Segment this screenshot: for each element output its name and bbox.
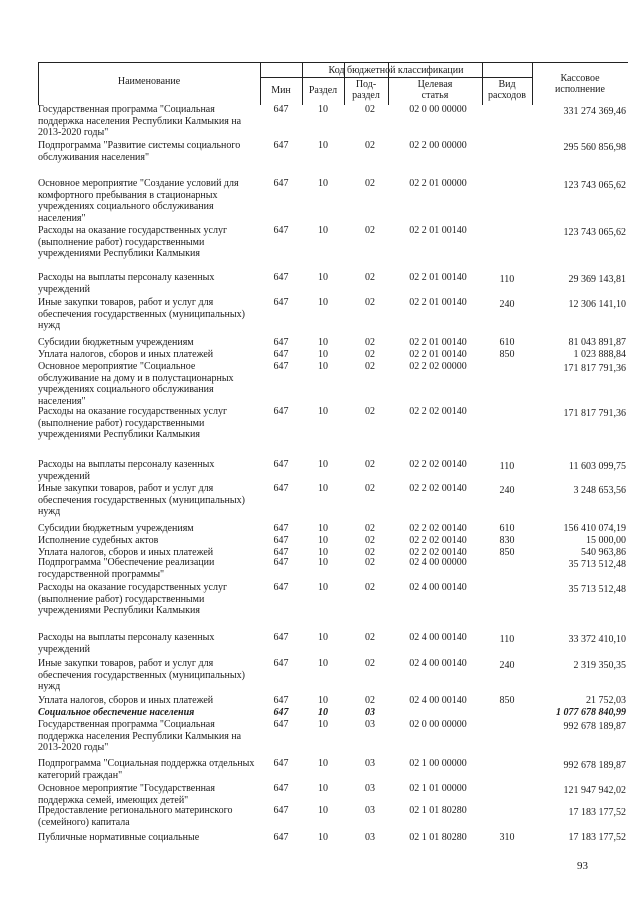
cell-expense-type: 850	[499, 349, 515, 360]
cell-name: Публичные нормативные социальные	[38, 832, 200, 843]
cell-expense-type: 830	[499, 535, 515, 546]
cell-name: Субсидии бюджетным учреждениям	[38, 337, 194, 348]
cell-ministry: 647	[273, 632, 289, 643]
cell-expense-type: 610	[499, 523, 515, 534]
header-vid: Вид расходов	[488, 79, 526, 101]
cell-target-article: 02 2 02 00140	[409, 459, 467, 470]
cell-expense-type: 110	[499, 274, 515, 285]
cell-subsection: 02	[365, 406, 375, 417]
cell-target-article: 02 4 00 00140	[409, 658, 467, 669]
cell-name: Субсидии бюджетным учреждениям	[38, 523, 194, 534]
cell-section: 10	[318, 582, 328, 593]
header-budget-code: Код бюджетной классификации	[328, 65, 464, 76]
cell-section: 10	[318, 632, 328, 643]
cell-section: 10	[318, 523, 328, 534]
cell-target-article: 02 2 01 00140	[409, 225, 467, 236]
cell-name: Уплата налогов, сборов и иных платежей	[38, 695, 214, 706]
cell-subsection: 02	[365, 459, 375, 470]
cell-ministry: 647	[273, 349, 289, 360]
cell-expense-type: 240	[499, 660, 515, 671]
cell-target-article: 02 2 01 00140	[409, 272, 467, 283]
cell-name: Подпрограмма "Обеспечение реализации государственной программы"	[38, 557, 215, 580]
cell-section: 10	[318, 783, 328, 794]
cell-ministry: 647	[273, 104, 289, 115]
cell-name: Подпрограмма "Развитие системы социального обслуживания населения"	[38, 140, 241, 163]
cell-section: 10	[318, 535, 328, 546]
cell-target-article: 02 2 01 00140	[409, 337, 467, 348]
cell-section: 10	[318, 297, 328, 308]
header-podrazdel: Под- раздел	[352, 79, 380, 101]
cell-ministry: 647	[273, 783, 289, 794]
cell-name: Государственная программа "Социальная поддержка населения Республики Калмыкия на 2013-2020 годы"	[38, 104, 242, 138]
cell-name: Основное мероприятие "Государственная поддержка семей, имеющих детей"	[38, 783, 215, 806]
cell-ministry: 647	[273, 225, 289, 236]
cell-subsection: 02	[365, 337, 375, 348]
cell-amount: 540 963,86	[581, 547, 626, 558]
cell-ministry: 647	[273, 297, 289, 308]
cell-name: Социальное обеспечение населения	[38, 707, 195, 718]
cell-amount: 33 372 410,10	[568, 634, 626, 645]
cell-section: 10	[318, 406, 328, 417]
cell-expense-type: 610	[499, 337, 515, 348]
cell-amount: 11 603 099,75	[568, 461, 626, 472]
cell-subsection: 02	[365, 523, 375, 534]
cell-section: 10	[318, 805, 328, 816]
cell-ministry: 647	[273, 178, 289, 189]
header-target-article: Целевая статья	[417, 79, 453, 101]
cell-subsection: 03	[365, 758, 375, 769]
cell-amount: 156 410 074,19	[563, 523, 626, 534]
cell-expense-type: 240	[499, 485, 515, 496]
table-header	[38, 62, 628, 105]
header-min: Мин	[271, 85, 291, 96]
cell-target-article: 02 2 01 00140	[409, 297, 467, 308]
cell-ministry: 647	[273, 361, 289, 372]
cell-name: Расходы на оказание государственных услуг (выполнение работ) государственными учреждениями Республики Калмыкия	[38, 582, 228, 616]
cell-subsection: 02	[365, 140, 375, 151]
cell-subsection: 03	[365, 719, 375, 730]
cell-section: 10	[318, 547, 328, 558]
cell-amount: 81 043 891,87	[568, 337, 626, 348]
cell-section: 10	[318, 707, 328, 718]
cell-section: 10	[318, 832, 328, 843]
cell-amount: 331 274 369,46	[563, 106, 626, 117]
header-kassa: Кассовое исполнение	[555, 73, 605, 95]
cell-name: Основное мероприятие "Создание условий для комфортного пребывания в стационарных учреждениях социального обслуживания населения"	[38, 178, 239, 224]
cell-amount: 1 077 678 840,99	[556, 707, 626, 718]
cell-name: Уплата налогов, сборов и иных платежей	[38, 547, 214, 558]
cell-target-article: 02 2 02 00140	[409, 406, 467, 417]
cell-subsection: 02	[365, 297, 375, 308]
cell-name: Основное мероприятие "Социальное обслуживание на дому и в полустационарных учреждениях социального обслуживания населения"	[38, 361, 234, 407]
header-razdel: Раздел	[308, 85, 338, 96]
cell-section: 10	[318, 361, 328, 372]
cell-ministry: 647	[273, 272, 289, 283]
cell-expense-type: 110	[499, 461, 515, 472]
cell-subsection: 03	[365, 832, 375, 843]
cell-name: Уплата налогов, сборов и иных платежей	[38, 349, 214, 360]
cell-name: Подпрограмма "Социальная поддержка отдельных категорий граждан"	[38, 758, 255, 781]
cell-target-article: 02 0 00 00000	[409, 719, 467, 730]
cell-ministry: 647	[273, 483, 289, 494]
cell-subsection: 02	[365, 547, 375, 558]
cell-name: Предоставление регионального материнского (семейного) капитала	[38, 805, 233, 828]
cell-target-article: 02 4 00 00140	[409, 632, 467, 643]
cell-target-article: 02 2 02 00000	[409, 361, 467, 372]
cell-subsection: 03	[365, 707, 375, 718]
cell-subsection: 02	[365, 557, 375, 568]
cell-ministry: 647	[273, 658, 289, 669]
header-name: Наименование	[117, 76, 181, 87]
cell-name: Расходы на выплаты персоналу казенных учреждений	[38, 632, 215, 655]
cell-ministry: 647	[273, 140, 289, 151]
cell-name: Иные закупки товаров, работ и услуг для обеспечения государственных (муниципальных) нужд	[38, 297, 245, 331]
cell-ministry: 647	[273, 707, 289, 718]
cell-amount: 15 000,00	[586, 535, 626, 546]
cell-subsection: 02	[365, 535, 375, 546]
cell-target-article: 02 2 00 00000	[409, 140, 467, 151]
cell-name: Расходы на оказание государственных услуг (выполнение работ) государственными учреждениями Республики Калмыкия	[38, 225, 228, 259]
cell-target-article: 02 2 01 00000	[409, 178, 467, 189]
cell-target-article: 02 1 01 00000	[409, 783, 467, 794]
cell-subsection: 02	[365, 349, 375, 360]
cell-ministry: 647	[273, 459, 289, 470]
cell-section: 10	[318, 178, 328, 189]
cell-expense-type: 850	[499, 547, 515, 558]
cell-name: Расходы на оказание государственных услуг (выполнение работ) государственными учреждениями Республики Калмыкия	[38, 406, 228, 440]
cell-section: 10	[318, 272, 328, 283]
cell-subsection: 02	[365, 483, 375, 494]
cell-section: 10	[318, 140, 328, 151]
cell-target-article: 02 0 00 00000	[409, 104, 467, 115]
cell-amount: 35 713 512,48	[568, 584, 626, 595]
cell-ministry: 647	[273, 337, 289, 348]
cell-section: 10	[318, 658, 328, 669]
cell-target-article: 02 1 00 00000	[409, 758, 467, 769]
cell-section: 10	[318, 337, 328, 348]
cell-amount: 21 752,03	[586, 695, 626, 706]
cell-ministry: 647	[273, 535, 289, 546]
cell-target-article: 02 1 01 80280	[409, 805, 467, 816]
cell-amount: 3 248 653,56	[573, 485, 626, 496]
cell-name: Иные закупки товаров, работ и услуг для обеспечения государственных (муниципальных) нужд	[38, 483, 245, 517]
cell-target-article: 02 2 02 00140	[409, 547, 467, 558]
cell-amount: 992 678 189,87	[563, 721, 626, 732]
cell-target-article: 02 2 02 00140	[409, 523, 467, 534]
cell-target-article: 02 4 00 00000	[409, 557, 467, 568]
cell-expense-type: 310	[499, 832, 515, 843]
cell-amount: 12 306 141,10	[568, 299, 626, 310]
cell-subsection: 02	[365, 361, 375, 372]
cell-section: 10	[318, 104, 328, 115]
cell-target-article: 02 4 00 00140	[409, 582, 467, 593]
cell-amount: 992 678 189,87	[563, 760, 626, 771]
cell-ministry: 647	[273, 832, 289, 843]
cell-subsection: 02	[365, 658, 375, 669]
cell-ministry: 647	[273, 719, 289, 730]
cell-target-article: 02 1 01 80280	[409, 832, 467, 843]
cell-ministry: 647	[273, 758, 289, 769]
cell-ministry: 647	[273, 557, 289, 568]
cell-ministry: 647	[273, 695, 289, 706]
cell-amount: 171 817 791,36	[563, 363, 626, 374]
cell-amount: 35 713 512,48	[568, 559, 626, 570]
cell-amount: 123 743 065,62	[563, 227, 626, 238]
document-page	[38, 0, 628, 905]
cell-target-article: 02 2 02 00140	[409, 535, 467, 546]
cell-ministry: 647	[273, 805, 289, 816]
page-number: 93	[577, 860, 588, 872]
cell-section: 10	[318, 719, 328, 730]
cell-ministry: 647	[273, 406, 289, 417]
cell-target-article: 02 2 02 00140	[409, 483, 467, 494]
cell-ministry: 647	[273, 582, 289, 593]
cell-target-article: 02 2 01 00140	[409, 349, 467, 360]
cell-section: 10	[318, 459, 328, 470]
cell-name: Расходы на выплаты персоналу казенных учреждений	[38, 459, 215, 482]
cell-subsection: 02	[365, 695, 375, 706]
cell-section: 10	[318, 758, 328, 769]
cell-amount: 123 743 065,62	[563, 180, 626, 191]
cell-subsection: 02	[365, 104, 375, 115]
cell-amount: 171 817 791,36	[563, 408, 626, 419]
cell-target-article: 02 4 00 00140	[409, 695, 467, 706]
cell-amount: 17 183 177,52	[568, 832, 626, 843]
cell-amount: 121 947 942,02	[563, 785, 626, 796]
cell-expense-type: 240	[499, 299, 515, 310]
cell-name: Государственная программа "Социальная поддержка населения Республики Калмыкия на 2013-2020 годы"	[38, 719, 242, 753]
cell-name: Исполнение судебных актов	[38, 535, 159, 546]
cell-subsection: 03	[365, 783, 375, 794]
cell-amount: 17 183 177,52	[568, 807, 626, 818]
cell-section: 10	[318, 483, 328, 494]
cell-ministry: 647	[273, 547, 289, 558]
cell-expense-type: 850	[499, 695, 515, 706]
cell-amount: 29 369 143,81	[568, 274, 626, 285]
cell-subsection: 03	[365, 805, 375, 816]
cell-section: 10	[318, 349, 328, 360]
cell-section: 10	[318, 695, 328, 706]
cell-name: Иные закупки товаров, работ и услуг для обеспечения государственных (муниципальных) нужд	[38, 658, 245, 692]
cell-amount: 2 319 350,35	[573, 660, 626, 671]
cell-expense-type: 110	[499, 634, 515, 645]
cell-subsection: 02	[365, 272, 375, 283]
cell-amount: 295 560 856,98	[563, 142, 626, 153]
cell-section: 10	[318, 557, 328, 568]
cell-subsection: 02	[365, 632, 375, 643]
cell-section: 10	[318, 225, 328, 236]
cell-amount: 1 023 888,84	[573, 349, 626, 360]
cell-subsection: 02	[365, 178, 375, 189]
cell-subsection: 02	[365, 582, 375, 593]
cell-ministry: 647	[273, 523, 289, 534]
cell-subsection: 02	[365, 225, 375, 236]
cell-name: Расходы на выплаты персоналу казенных учреждений	[38, 272, 215, 295]
